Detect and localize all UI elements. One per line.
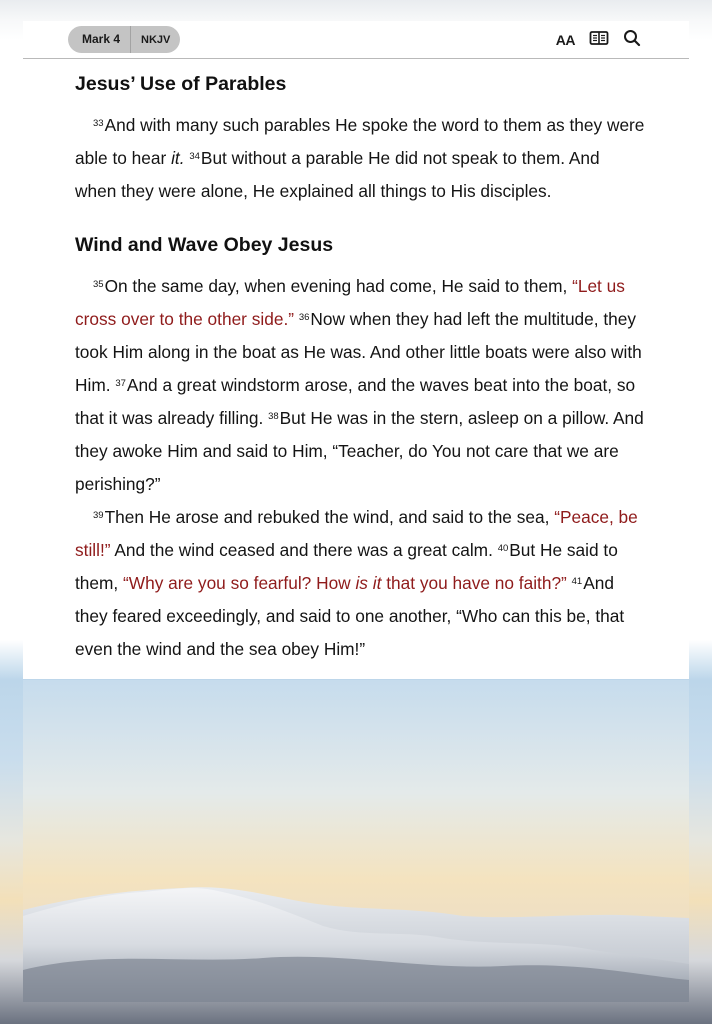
words-of-christ-italic: is it xyxy=(355,573,382,593)
text-size-label: AA xyxy=(555,32,575,48)
toolbar-icons xyxy=(556,29,641,51)
words-of-christ: “Let us cross over to the other side.” xyxy=(75,276,625,329)
verse-italic: it. xyxy=(171,148,185,168)
verse-number[interactable]: 33 xyxy=(93,118,104,129)
verse-text: And they feared exceedingly, and said to one another, “Who can this be, that even the wind and the sea obey Him!” xyxy=(75,573,625,659)
verse-text: But without a parable He did not speak to them. And when they were alone, He explained all things to His disciples. xyxy=(75,148,600,201)
verse-number[interactable]: 38 xyxy=(268,411,279,422)
reader-card xyxy=(23,21,689,679)
words-of-christ: that you have no faith?” xyxy=(381,573,567,593)
verse-text: And a great windstorm arose, and the waves beat into the boat, so that it was already filling. xyxy=(75,375,636,428)
verse-number[interactable]: 41 xyxy=(571,576,583,587)
section-heading: Jesus’ Use of Parables xyxy=(75,73,287,95)
passage-content xyxy=(75,65,645,666)
paragraph xyxy=(75,109,645,208)
verse-text: But He was in the stern, asleep on a pillow. And they awoke Him and said to Him, “Teacher, do You not care that we are perishing?” xyxy=(75,408,644,494)
book-icon[interactable] xyxy=(589,30,609,51)
text-size-icon[interactable] xyxy=(556,32,575,48)
verse-number[interactable]: 35 xyxy=(93,279,104,290)
paragraph xyxy=(75,501,645,666)
verse-number[interactable]: 37 xyxy=(115,378,126,389)
verse-text: But He said to them, xyxy=(75,540,618,593)
verse-text: Then He arose and rebuked the wind, and said to the sea, xyxy=(104,507,555,527)
passage-selector[interactable] xyxy=(68,26,180,53)
book-chapter-button[interactable]: Mark 4 xyxy=(68,26,131,53)
verse-text: And with many such parables He spoke the word to them as they were able to hear xyxy=(75,115,645,168)
verse-number[interactable]: 40 xyxy=(497,543,509,554)
words-of-christ: “Peace, be still!” xyxy=(75,507,638,560)
search-icon[interactable] xyxy=(623,29,641,52)
verse-text: Now when they had left the multitude, they took Him along in the boat as He was. And other little boats were also with Him. xyxy=(75,309,642,395)
words-of-christ: “Why are you so fearful? How xyxy=(123,573,356,593)
top-bar xyxy=(23,21,689,59)
verse-number[interactable]: 39 xyxy=(93,510,104,521)
verse-text: On the same day, when evening had come, He said to them, xyxy=(104,276,573,296)
background-landscape xyxy=(23,680,689,1002)
version-button[interactable]: NKJV xyxy=(141,33,171,46)
verse-number[interactable]: 34 xyxy=(189,151,200,162)
paragraph xyxy=(75,270,645,501)
section-heading: Wind and Wave Obey Jesus xyxy=(75,234,334,256)
verse-text: And the wind ceased and there was a great calm. xyxy=(110,540,493,560)
verse-number[interactable]: 36 xyxy=(298,312,310,323)
